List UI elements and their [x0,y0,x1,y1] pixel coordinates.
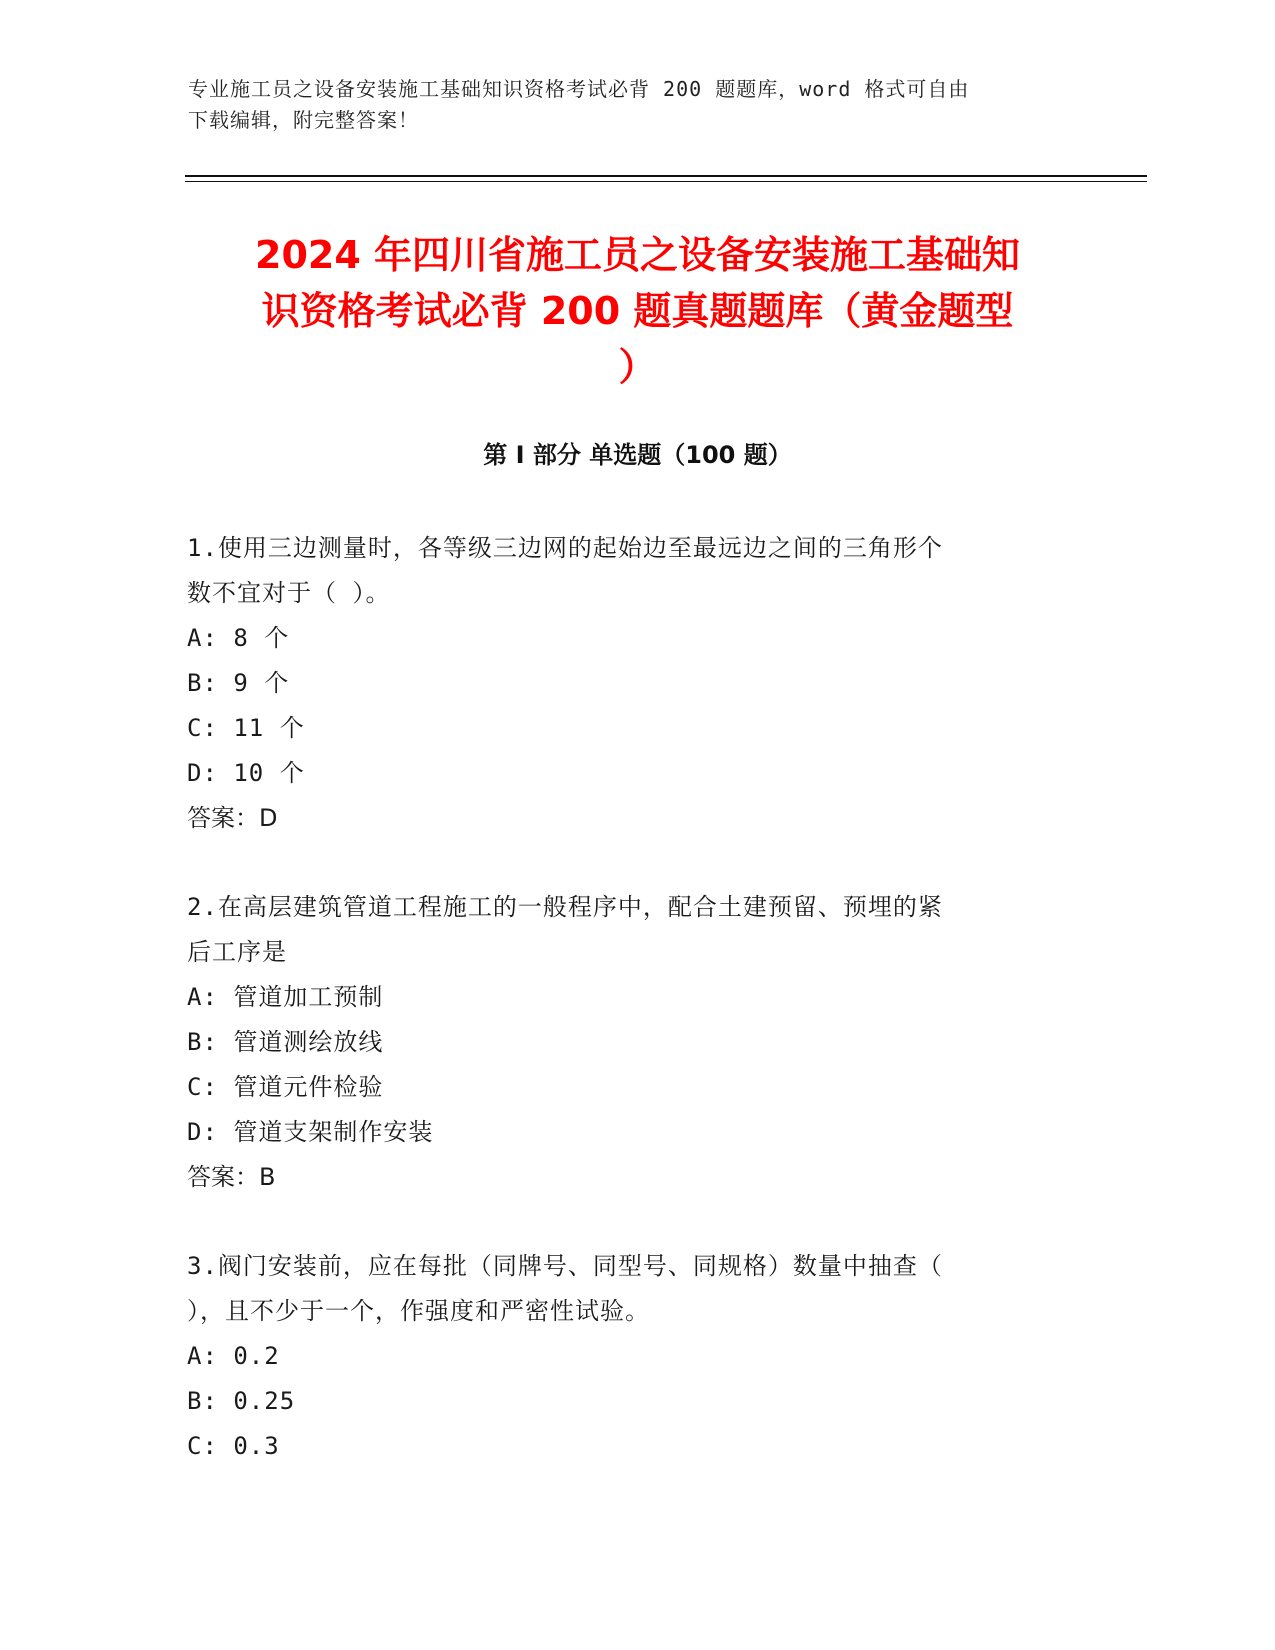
question-2 [187,885,1057,1200]
question-stem-line-2: ），且不少于一个，作强度和严密性试验。 [187,1297,650,1325]
header-divider-thin [185,181,1147,182]
option-b: B: 9 个 [187,669,290,697]
option-c: C: 管道元件检验 [187,1073,384,1101]
question-stem-line-1: 1.使用三边测量时，各等级三边网的起始边至最远边之间的三角形个 [187,534,943,562]
question-stem-line-2: 数不宜对于（ ）。 [187,579,391,607]
question-1 [187,526,1057,841]
header-note [188,74,1088,136]
question-list [187,526,1057,1513]
option-a: A: 0.2 [187,1342,280,1370]
option-b: B: 管道测绘放线 [187,1028,384,1056]
option-d: D: 管道支架制作安装 [187,1118,434,1146]
question-stem-line-2: 后工序是 [187,938,287,966]
answer: 答案：B [187,1163,276,1191]
option-c: C: 11 个 [187,714,305,742]
question-stem-line-1: 2.在高层建筑管道工程施工的一般程序中，配合土建预留、预埋的紧 [187,893,943,921]
document-title-line-1: 2024 年四川省施工员之设备安装施工基础知 [255,233,1020,277]
option-a: A: 管道加工预制 [187,983,384,1011]
question-3 [187,1244,1057,1469]
document-title-line-2: 识资格考试必背 200 题真题题库（黄金题型 [261,289,1014,333]
document-title [150,227,1125,395]
document-title-line-3: ） [618,345,657,389]
option-b: B: 0.25 [187,1387,296,1415]
option-a: A: 8 个 [187,624,290,652]
header-note-line-2: 下载编辑，附完整答案！ [188,108,419,132]
header-note-line-1: 专业施工员之设备安装施工基础知识资格考试必背 200 题题库，word 格式可自由 [188,77,970,101]
answer: 答案：D [187,804,278,832]
section-heading: 第 I 部分 单选题（100 题） [483,441,792,469]
option-d: D: 10 个 [187,759,305,787]
header-divider-thick [185,175,1147,177]
question-stem-line-1: 3.阀门安装前，应在每批（同牌号、同型号、同规格）数量中抽查（ [187,1252,943,1280]
option-c: C: 0.3 [187,1432,280,1460]
